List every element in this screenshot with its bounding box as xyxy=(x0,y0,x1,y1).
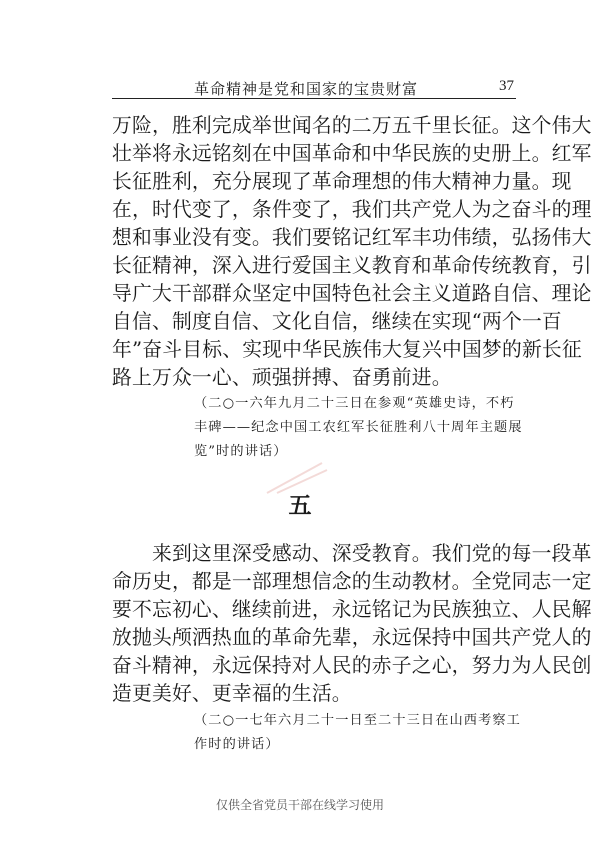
text-line: 年”奋斗目标、实现中华民族伟大复兴中国梦的新长征 xyxy=(112,338,582,361)
text-line: 自信、制度自信、文化自信，继续在实现“两个一百 xyxy=(112,310,562,333)
text-line: 命历史，都是一部理想信念的生动教材。全党同志一定 xyxy=(112,570,592,593)
text-line: 要不忘初心、继续前进，永远铭记为民族独立、人民解 xyxy=(112,598,592,621)
text-line: 路上万众一心、顽强拼搏、奋勇前进。 xyxy=(112,366,452,389)
text-line: 想和事业没有变。我们要铭记红军丰功伟绩，弘扬伟大 xyxy=(112,226,592,249)
text-line: 奋斗精神，永远保持对人民的赤子之心，努力为人民创 xyxy=(112,654,592,677)
paragraph-2 xyxy=(112,540,592,708)
page-number: 37 xyxy=(499,78,514,94)
section-heading: 五 xyxy=(288,493,312,519)
text-line: 在，时代变了，条件变了，我们共产党人为之奋斗的理 xyxy=(112,198,592,221)
citation-line: （二○一七年六月二十一日至二十三日在山西考察工 xyxy=(194,713,521,728)
citation-2 xyxy=(194,709,524,757)
running-header xyxy=(112,78,516,99)
usage-watermark: 仅供全省党员干部在线学习使用 xyxy=(215,798,384,812)
citation-line: 览”时的讲话） xyxy=(194,444,288,459)
citation-line: 作时的讲话） xyxy=(194,737,280,752)
citation-line: （二○一六年九月二十三日在参观“英雄史诗，不朽 xyxy=(194,396,515,411)
text-line: 造更美好、更幸福的生活。 xyxy=(112,682,352,705)
paragraph-1 xyxy=(112,112,592,392)
citation-line: 丰碑——纪念中国工农红军长征胜利八十周年主题展 xyxy=(194,420,523,435)
text-line: 万险，胜利完成举世闻名的二万五千里长征。这个伟大 xyxy=(112,114,592,137)
text-line: 长征精神，深入进行爱国主义教育和革命传统教育，引 xyxy=(112,254,592,277)
text-line: 长征胜利，充分展现了革命理想的伟大精神力量。现 xyxy=(112,170,572,193)
citation-1 xyxy=(194,392,524,464)
text-line: 导广大干部群众坚定中国特色社会主义道路自信、理论 xyxy=(112,282,592,305)
text-line: 壮举将永远铭刻在中国革命和中华民族的史册上。红军 xyxy=(112,142,592,165)
header-title: 革命精神是党和国家的宝贵财富 xyxy=(194,80,419,98)
text-line: 来到这里深受感动、深受教育。我们党的每一段革 xyxy=(112,542,592,565)
text-line: 放抛头颅洒热血的革命先辈，永远保持中国共产党人的 xyxy=(112,626,592,649)
